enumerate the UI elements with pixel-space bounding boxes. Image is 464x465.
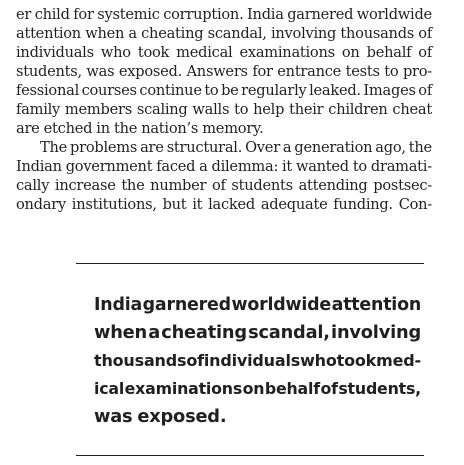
word: cheating	[161, 322, 247, 343]
word: Indian	[16, 158, 62, 175]
word: on	[341, 44, 360, 61]
word: of	[186, 351, 204, 370]
word: walls	[192, 101, 230, 118]
paragraph-first-line	[16, 138, 432, 157]
word: medical	[176, 44, 233, 61]
word: but	[162, 196, 187, 213]
pull-quote-line	[94, 319, 421, 347]
word: scandal,	[248, 322, 330, 343]
word: a	[199, 158, 208, 175]
word: structural.	[166, 139, 243, 156]
body-line	[16, 176, 432, 195]
word: entrance	[277, 63, 342, 80]
word: corruption.	[163, 6, 244, 23]
word: leaked.	[309, 82, 361, 99]
word: wanted	[295, 158, 349, 175]
word: The	[40, 139, 68, 156]
word: involving	[270, 25, 337, 42]
word: faced	[156, 158, 196, 175]
pull-quote-top-rule	[76, 263, 424, 264]
word: to	[384, 63, 399, 80]
word: involving	[331, 322, 421, 343]
pull-quote-line	[94, 291, 421, 319]
pull-quote	[94, 291, 421, 431]
word: for	[73, 6, 94, 23]
word: be	[221, 82, 239, 99]
body-line	[16, 119, 432, 138]
word: ago,	[375, 139, 406, 156]
word: systemic	[97, 6, 160, 23]
word: increase	[54, 177, 116, 194]
word: worldwide	[356, 6, 432, 23]
word: memory.	[202, 120, 264, 137]
word: funding.	[333, 196, 393, 213]
word: garnered	[142, 295, 231, 315]
word: exposed.	[137, 406, 227, 427]
word: generation	[294, 139, 373, 156]
word: for	[252, 63, 273, 80]
word: of	[211, 177, 226, 194]
word: Over	[245, 139, 280, 156]
word: a	[282, 139, 292, 156]
word: help	[253, 101, 285, 118]
word: members	[64, 101, 132, 118]
word: a	[148, 322, 161, 343]
word: who	[100, 44, 131, 61]
word: was	[86, 63, 115, 80]
word: to	[352, 158, 367, 175]
word: attention	[16, 25, 81, 42]
word: adequate	[260, 196, 328, 213]
word: dramati-	[370, 158, 432, 175]
word: regularly	[241, 82, 307, 99]
word: family	[16, 101, 61, 118]
pull-quote-line	[94, 403, 421, 431]
word: examinations	[124, 379, 243, 398]
body-line	[16, 100, 432, 119]
word: to	[204, 82, 219, 99]
body-line	[16, 24, 432, 43]
word: took	[336, 351, 377, 370]
word: on	[242, 379, 265, 398]
word: a	[128, 25, 137, 42]
word: examinations	[239, 44, 335, 61]
word: postsec-	[373, 177, 432, 194]
word: when	[94, 322, 148, 343]
pull-quote-line	[94, 375, 421, 403]
word: students	[231, 177, 293, 194]
word: Images	[363, 82, 416, 99]
word: ical	[94, 379, 125, 398]
word: of	[418, 82, 432, 99]
word: pro-	[402, 63, 432, 80]
word: exposed.	[118, 63, 182, 80]
word: cheating	[141, 25, 204, 42]
word: scaling	[136, 101, 188, 118]
body-line	[16, 157, 432, 176]
word: of	[320, 379, 338, 398]
word: individuals	[16, 44, 94, 61]
word: their	[289, 101, 324, 118]
body-line	[16, 5, 432, 24]
word: dilemma:	[211, 158, 279, 175]
word: children	[328, 101, 388, 118]
word: institutions,	[71, 196, 157, 213]
pull-quote-line	[94, 347, 421, 375]
word: etched	[43, 120, 93, 137]
word: was	[94, 406, 133, 427]
word: nation’s	[141, 120, 199, 137]
word: Answers	[186, 63, 248, 80]
word: the	[113, 120, 138, 137]
word: of	[418, 25, 432, 42]
word: behalf	[264, 379, 320, 398]
word: cally	[16, 177, 50, 194]
word: tests	[345, 63, 380, 80]
word: worldwide	[231, 295, 331, 315]
word: number	[150, 177, 207, 194]
word: continue	[139, 82, 202, 99]
word: attending	[298, 177, 368, 194]
body-text	[16, 5, 432, 214]
body-line	[16, 62, 432, 81]
word: to	[234, 101, 249, 118]
word: problems	[70, 139, 138, 156]
word: Con-	[398, 196, 432, 213]
word: are	[140, 139, 164, 156]
word: individuals	[203, 351, 301, 370]
word: it	[282, 158, 293, 175]
word: are	[16, 120, 40, 137]
word: the	[408, 139, 432, 156]
word: students,	[338, 379, 421, 398]
word: students,	[16, 63, 82, 80]
word: government	[65, 158, 153, 175]
body-line	[16, 43, 432, 62]
word: er	[16, 6, 32, 23]
word: cheat	[392, 101, 432, 118]
word: garnered	[287, 6, 354, 23]
word: took	[137, 44, 170, 61]
word: scandal,	[207, 25, 267, 42]
word: who	[300, 351, 337, 370]
word: of	[418, 44, 432, 61]
pull-quote-bottom-rule	[76, 455, 424, 456]
word: courses	[81, 82, 137, 99]
word: the	[121, 177, 145, 194]
word: it	[192, 196, 203, 213]
word: when	[85, 25, 125, 42]
word: med-	[376, 351, 421, 370]
word: attention	[331, 295, 421, 315]
word: thousands	[94, 351, 187, 370]
word: lacked	[208, 196, 255, 213]
word: thousands	[340, 25, 415, 42]
word: behalf	[366, 44, 412, 61]
word: in	[96, 120, 110, 137]
word: fessional	[16, 82, 79, 99]
word: ondary	[16, 196, 66, 213]
body-line	[16, 195, 432, 214]
word: India	[247, 6, 284, 23]
word: India	[94, 295, 142, 315]
body-line	[16, 81, 432, 100]
word: child	[34, 6, 70, 23]
